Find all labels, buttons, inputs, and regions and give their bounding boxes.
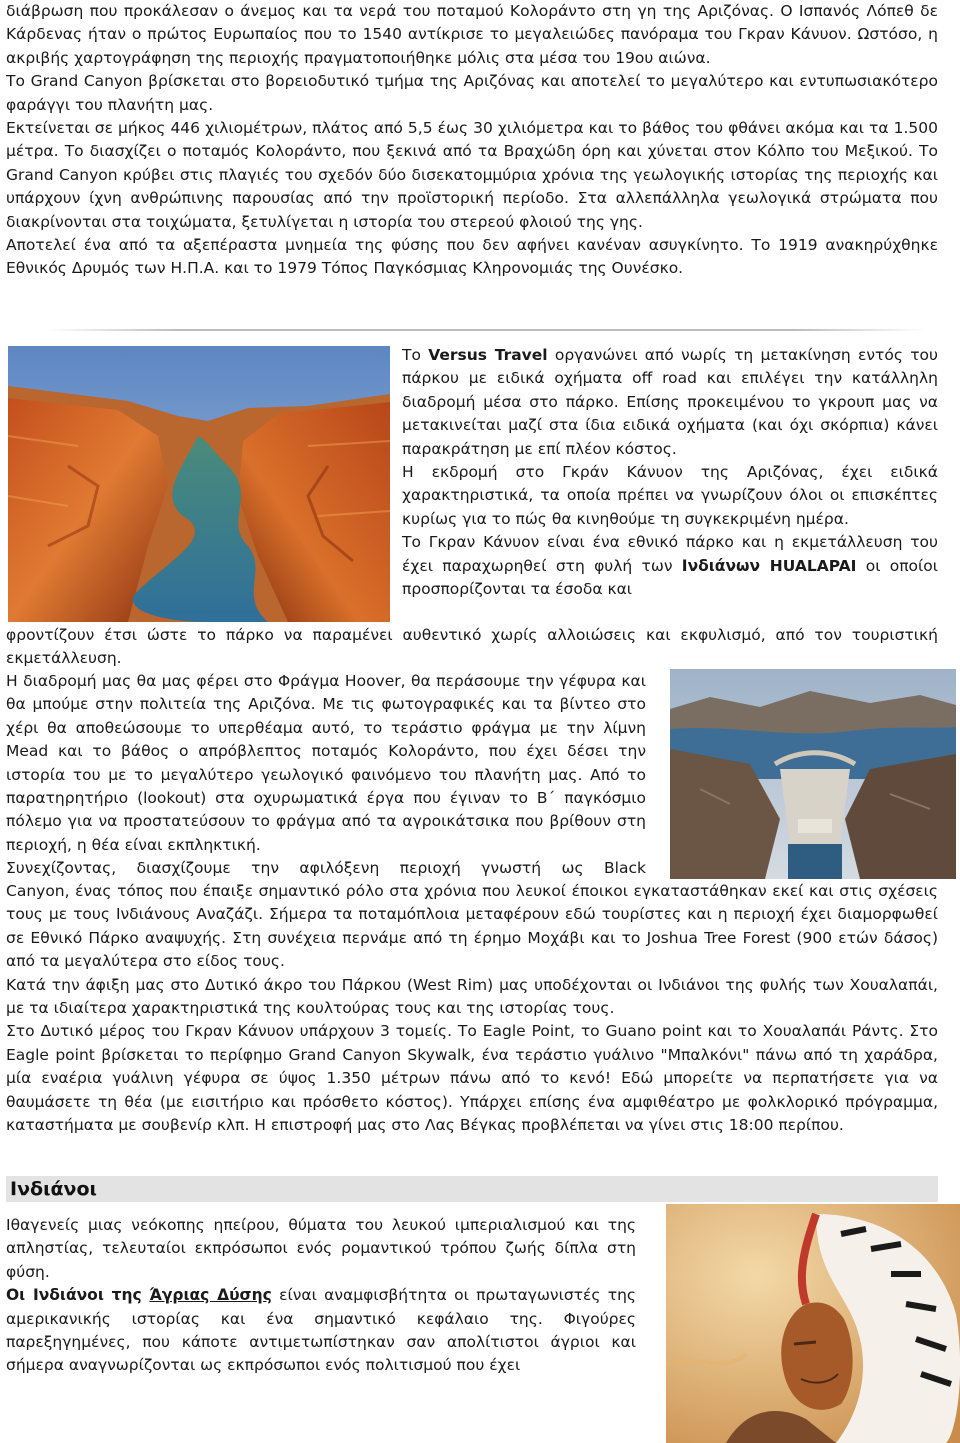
document-page	[6, 0, 938, 1443]
paragraph-skywalk: Στο Δυτικό μέρος του Γκραν Κάνυον υπάρχουν 3 τομείς. Το Eagle Point, το Guano point και το Χουαλαπάι Ράντς. Στο Eagle point βρίσκεται το περίφημο Grand Canyon Skywalk, ένα τεράστιο γυάλινο "Μπαλκόνι" πάνω από τη χαράδρα, μία εναέρια γυάλινη γέφυρα σε ύψος 1.350 μέτρων πάνω από το κενό! Εδώ μπορείτε να περπατήσετε για να θαυμάσετε τη θέα (με εισιτήριο και πρόσθετο κόστος). Υπάρχει επίσης ένα αμφιθέατρο με φολκλορικό πρόγραμμα, καταστήματα με σουβενίρ κλπ. Η επιστροφή μας στο Λας Βέγκας προβλέπεται να γίνει στις 18:00 περίπου.	[6, 1022, 938, 1135]
underlined-term: Άγριας Δύσης	[149, 1286, 272, 1305]
hoover-dam-photo	[670, 669, 956, 879]
itinerary-section	[6, 880, 938, 1137]
paragraph-continuation: φροντίζουν έτσι ώστε το πάρκο να παραμένει αυθεντικό χωρίς αλλοιώσεις και εκφυλισμό, από τον τουριστική εκμετάλλευση.	[6, 626, 938, 668]
travel-info-column	[402, 344, 938, 601]
paragraph-national-park: Το Γκραν Κάνυον είναι ένα εθνικό πάρκο και η εκμετάλλευση του έχει παραχωρηθεί στη φυλή των Ινδιάνων HUALAPAI οι οποίοι προσπορίζονται τα έσοδα και	[402, 533, 939, 599]
paragraph-location: Το Grand Canyon βρίσκεται στο βορειοδυτικό τμήμα της Αριζόνας και αποτελεί το μεγαλύτερο και εντυπωσιακότερο φαράγγι του πλανήτη μας.	[6, 72, 938, 114]
indians-column	[6, 1214, 636, 1378]
paragraph-black-canyon-start: Συνεχίζοντας, διασχίζουμε την αφιλόξενη περιοχή γνωστή ως Black	[6, 859, 646, 878]
paragraph-history: διάβρωση που προκάλεσαν ο άνεμος και τα νερά του ποταμού Κολοράντο στη γη της Αριζόνας. Ο Ισπανός Λόπεθ δε Κάρδενας ήταν ο πρώτος Ευρωπαίος που το 1540 αντίκρισε το μεγαλειώδες πανόραμα του Γκραν Κάνυον. Ωστόσο, η ακριβής χαρτογράφηση της περιοχής πραγματοποιήθηκε μόλις στα μέσα του 19ου αιώνα.	[6, 2, 938, 67]
paragraph-dimensions: Εκτείνεται σε μήκος 446 χιλιομέτρων, πλάτος από 5,5 έως 30 χιλιόμετρα και το βάθος του φθάνει ακόμα και τα 1.500 μέτρα. Το διασχίζει ο ποταμός Κολοράντο, που ξεκινά από τα Βραχώδη όρη και χύνεται στον Κόλπο του Μεξικού. Το Grand Canyon κρύβει στις πλαγιές του σχεδόν δύο δισεκατομμύρια χρόνια της γεωλογικής ιστορίας της περιοχής και υπάρχουν ίχνη ανθρώπινης παρουσίας από την προϊστορική περίοδο. Στα αλλεπάλληλα γεωλογικά στρώματα που διακρίνονται στα τοιχώματα, ξετυλίγεται η ιστορία του στερεού φλοιού της γης.	[6, 119, 938, 231]
company-name: Versus Travel	[428, 346, 548, 364]
section-divider	[46, 329, 926, 331]
paragraph-west-rim: Κατά την άφιξη μας στο Δυτικό άκρο του Πάρκου (West Rim) μας υποδέχονται οι Ινδιάνοι της φυλής των Χουαλαπάι, με τα ιδιαίτερα χαρακτηριστικά της κουλτούρας τους και της ιστορίας τους.	[6, 975, 938, 1018]
paragraph-hoover-dam: Η διαδρομή μας θα μας φέρει στο Φράγμα Hoover, θα περάσουμε την γέφυρα και θα μπούμε στην πολιτεία της Αριζόνα. Με τις φωτογραφικές και τα βίντεο στο χέρι θα αποθεώσουμε το υπερθέαμα αυτό, το τεράστιο φράγμα με την λίμνη Mead και το βάθος ο απρόβλεπτος ποταμός Κολοράντο, που έχει δέσει την ιστορία του με το μεγαλύτερο γεωλογικό φαινόμενο του πλανήτη μας. Από το παρατηρητήριο (lookout) στα οχυρωματικά έργα που έγιναν το Β΄ παγκόσμιο πόλεμο για να προστατεύσουν το φράγμα από τα αγροικάτσικα που βρίθουν στη περιοχή, η θέα είναι εκπληκτική.	[6, 672, 646, 854]
paragraph-black-canyon: Canyon, ένας τόπος που έπαιξε σημαντικό ρόλο στα χρόνια που λευκοί έποικοι εγκαταστάθηκαν εκεί και στις σχέσεις τους με τους Ινδιάνους Αναζάζι. Σήμερα τα ποταμόπλοια μεταφέρουν εδώ τουρίστες και η περιοχή έχει διαμορφωθεί σε Εθνικό Πάρκο αναψυχής. Στη συνέχεια περνάμε από τη έρημο Μοχάβι και το Joshua Tree Forest (900 ετών δάσος) από τα μεγαλύτερα στο είδος τους.	[6, 882, 938, 971]
paragraph-indigenous: Ιθαγενείς μιας νεόκοπης ηπείρου, θύματα του λευκού ιμπεριαλισμού και της απληστίας, τελευταίοι εκπρόσωποι ενός ρομαντικού τρόπου ζωής δίπλα στη φύση.	[6, 1216, 636, 1281]
grand-canyon-photo	[8, 346, 390, 622]
native-chief-painting	[666, 1204, 960, 1443]
paragraph-wild-west: Οι Ινδιάνοι της Άγριας Δύσης είναι αναμφισβήτητα οι πρωταγωνιστές της αμερικανικής ιστορίας και ένα σημαντικό κεφάλαιο της. Φιγούρες παρεξηγημένες, που κάποτε αντιμετωπίστηκαν σαν απολίτιστοι άγριοι και σήμερα αναγνωρίζονται ως εκπρόσωποι ενός πολιτισμού που έχει	[6, 1286, 636, 1375]
intro-section	[6, 0, 938, 281]
paragraph-versus-travel: Το Versus Travel οργανώνει από νωρίς τη μετακίνηση εντός του πάρκου με ειδικά οχήματα off road και επιλέγει την κατάλληλη διαδρομή μέσα στο πάρκο. Επίσης προκειμένου το γκρουπ μας να μετακινείται μαζί στα ίδια ειδικά οχήματα (και όχι σκόρπια) κάνει παρακράτηση με επί πλέον κόστος.	[402, 346, 938, 458]
hoover-dam-column	[6, 670, 646, 881]
paragraph-excursion: Η εκδρομή στο Γκράν Κάνυον της Αριζόνας, έχει ειδικά χαρακτηριστικά, τα οποία πρέπει να γνωρίζουν όλοι οι επισκέπτες κυρίως για το πώς θα κινηθούμε τη συγκεκριμένη ημέρα.	[402, 463, 938, 528]
paragraph-monument: Αποτελεί ένα από τα αξεπέραστα μνημεία της φύσης που δεν αφήνει κανέναν ασυγκίνητο. Το 1919 ανακηρύχθηκε Εθνικός Δρυμός των Η.Π.Α. και το 1979 Τόπος Παγκόσμιας Κληρονομιάς της Ουνέσκο.	[6, 236, 938, 278]
section-heading-indians: Ινδιάνοι	[6, 1176, 938, 1202]
tribe-name: Ινδιάνων HUALAPAI	[681, 556, 857, 575]
